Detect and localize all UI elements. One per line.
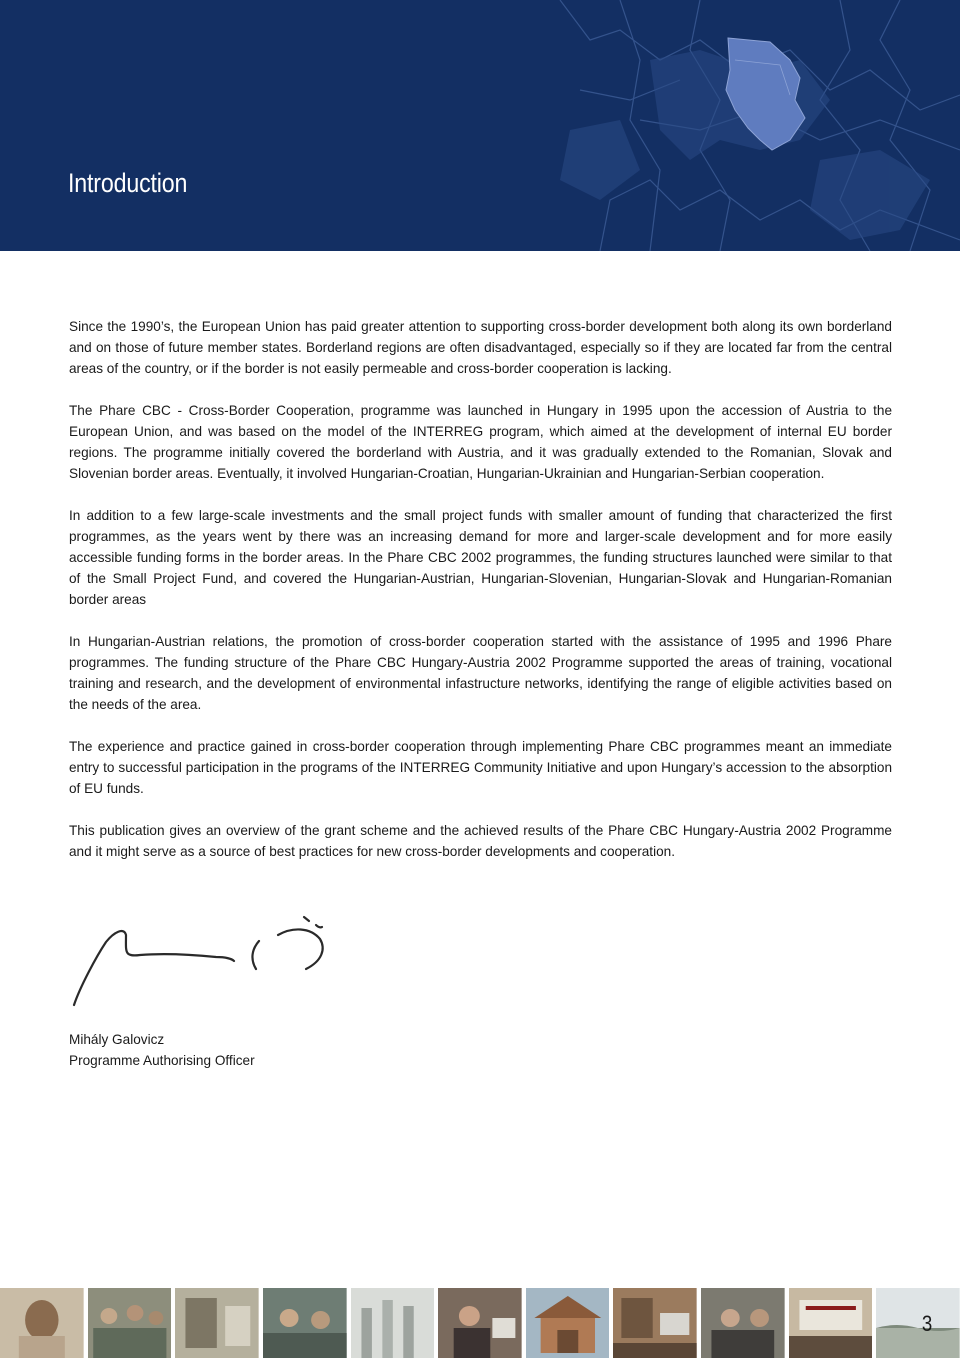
photo-thumbnail <box>526 1288 610 1358</box>
signer-block <box>69 1029 255 1071</box>
photo-thumbnail <box>351 1288 435 1358</box>
signature-image <box>66 897 336 1012</box>
page-number: 3 <box>921 1311 932 1336</box>
page-title: Introduction <box>68 168 188 198</box>
photo-thumbnail <box>789 1288 873 1358</box>
photo-thumbnail <box>88 1288 172 1358</box>
paragraph: The Phare CBC - Cross-Border Cooperation, programme was launched in Hungary in 1995 upon the accession of Austria to the European Union, and was based on the model of the INTERREG program, which aimed at the development of internal EU border regions. The programme initially covered the borderland with Austria, and it was gradually extended to the Romanian, Slovak and Slovenian border areas. Eventually, it involved Hungarian-Croatian, Hungarian-Ukrainian and Hungarian-Serbian cooperation. <box>69 403 892 481</box>
paragraph: This publication gives an overview of the grant scheme and the achieved results of the Phare CBC Hungary-Austria 2002 Programme and it might serve as a source of best practices for new cross-border developments and cooperation. <box>69 823 892 859</box>
photo-thumbnail <box>438 1288 522 1358</box>
photo-strip <box>0 1288 960 1358</box>
paragraph: In Hungarian-Austrian relations, the promotion of cross-border cooperation started with the assistance of 1995 and 1996 Phare programmes. The funding structure of the Phare CBC Hungary-Austria 2002 Programme supported the areas of training, vocational training and research, and the development of environmental infastructure networks, identifying the range of eligible activities based on the needs of the area. <box>69 634 892 712</box>
signer-role: Programme Authorising Officer <box>69 1053 255 1068</box>
photo-thumbnail <box>0 1288 84 1358</box>
header-band <box>0 0 960 251</box>
photo-thumbnail <box>263 1288 347 1358</box>
signer-name: Mihály Galovicz <box>69 1032 165 1047</box>
photo-thumbnail <box>701 1288 785 1358</box>
body-text <box>69 316 892 883</box>
photo-thumbnail <box>876 1288 960 1358</box>
photo-thumbnail <box>175 1288 259 1358</box>
paragraph: In addition to a few large-scale investments and the small project funds with smaller amount of funding that characterized the first programmes, as the years went by there was an increasing demand for more and larger-scale development and for more easily accessible funding forms in the border areas. In the Phare CBC 2002 programmes, the funding structures launched were similar to that of the Small Project Fund, and covered the Hungarian-Austrian, Hungarian-Slovenian, Hungarian-Slovak and Hungarian-Romanian border areas <box>69 508 892 607</box>
map-background-image <box>0 0 960 251</box>
photo-thumbnail <box>613 1288 697 1358</box>
paragraph: The experience and practice gained in cross-border cooperation through implementing Phare CBC programmes meant an immediate entry to successful participation in the programs of the INTERREG Community Initiative and upon Hungary’s accession to the absorption of EU funds. <box>69 739 892 796</box>
paragraph: Since the 1990’s, the European Union has paid greater attention to supporting cross-border development both along its own borderland and on those of future member states. Borderland regions are often disadvantaged, especially so if they are located far from the central areas of the country, or if the border is not easily permeable and cross-border cooperation is lacking. <box>69 319 892 376</box>
